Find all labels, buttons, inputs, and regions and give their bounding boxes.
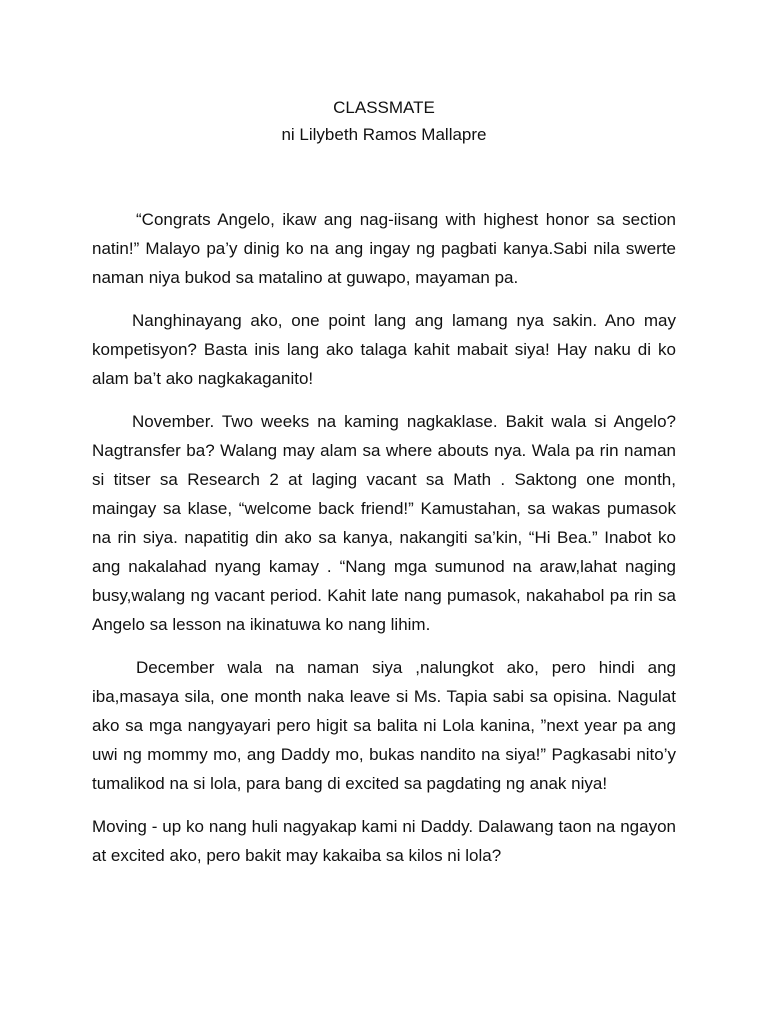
paragraph-2: Nanghinayang ako, one point lang ang lamang nya sakin. Ano may kompetisyon? Basta inis lang ako talaga kahit mabait siya! Hay naku di ko alam ba’t ako nagkakaganito! — [92, 311, 676, 388]
paragraph-4: December wala na naman siya ,nalungkot ako, pero hindi ang iba,masaya sila, one month naka leave si Ms. Tapia sabi sa opisina. Nagulat ako sa mga nangyayari pero higit sa balita ni Lola kanina, ”next year pa ang uwi ng mommy mo, ang Daddy mo, bukas nandito na siya!” Pagkasabi nito’y tumalikod na si lola, para bang di excited sa pagdating ng anak niya! — [92, 658, 676, 793]
paragraph-3: November. Two weeks na kaming nagkaklase. Bakit wala si Angelo? Nagtransfer ba? Walang may alam sa where abouts nya. Wala pa rin naman si titser sa Research 2 at laging vacant sa Math . Saktong one month, maingay sa klase, “welcome back friend!” Kamustahan, sa wakas pumasok na rin siya. napatitig din ako sa kanya, nakangiti sa’kin, “Hi Bea.” Inabot ko ang nakalahad nyang kamay . “Nang mga sumunod na araw,lahat naging busy,walang ng vacant period. Kahit late nang pumasok, nakahabol pa rin sa Angelo sa lesson na ikinatuwa ko nang lihim. — [92, 412, 676, 634]
story-body — [92, 205, 676, 884]
story-author: ni Lilybeth Ramos Mallapre — [281, 125, 487, 144]
title-block — [0, 94, 768, 148]
paragraph-5: Moving - up ko nang huli nagyakap kami ni Daddy. Dalawang taon na ngayon at excited ako, pero bakit may kakaiba sa kilos ni lola? — [92, 817, 676, 865]
story-title: CLASSMATE — [333, 98, 435, 117]
paragraph-1: “Congrats Angelo, ikaw ang nag-iisang with highest honor sa section natin!” Malayo pa’y dinig ko na ang ingay ng pagbati kanya.Sabi nila swerte naman niya bukod sa matalino at guwapo, mayaman pa. — [92, 210, 676, 287]
